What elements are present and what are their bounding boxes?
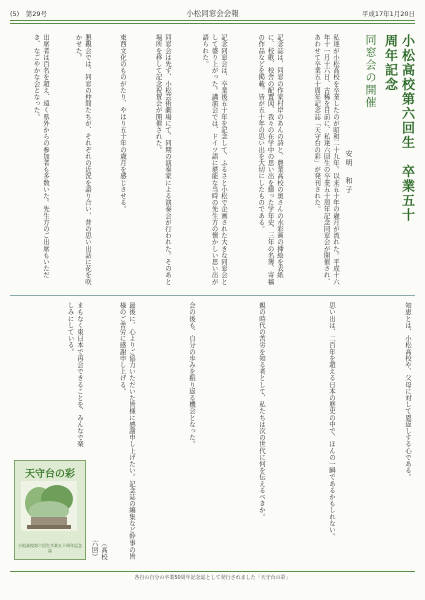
text-column: まもなく東日本で再会できることを、みんなで楽しみにしている。 — [66, 302, 84, 448]
text-column: 私達が小松高校を卒業したのが昭和二十九年。以来五十年の歳月が流れた。平成十六年十一月十六日、古稀を目前に、私達六回生の卒業五十周年記念同窓会が開催され、あわせて卒業五十周年記念誌「天守台の彩」が発刊された。 — [313, 34, 340, 285]
cover-caption: 小松高校第六回生卒業五十周年記念誌 — [18, 543, 82, 553]
page-header — [10, 7, 415, 21]
text-column: 思い出は、二百年を超える日本の歴史の中で、ほんの一瞬であるかもしれない。 — [328, 302, 336, 540]
section-divider — [10, 295, 415, 296]
newsletter-title: 小松同窓会会報 — [186, 9, 239, 18]
text-column: 同窓会は先ず、小松芸術劇場にて、同期の演奏家による演奏会が行われた。そのあと場所を移して記念祝賀会が開催された。 — [154, 34, 172, 285]
text-column: 会の後も、自分の歩みを振り返る機会となった。 — [188, 302, 196, 448]
page-number: (5) 第29号 — [10, 10, 47, 18]
memorial-book-cover-image — [14, 460, 86, 560]
text-column: 記念誌は、同窓の作家村岸のあんの詩と、農業高校の奥さんの水彩画の挿絵を表紙に、校歌、校舎の配置図、我々の在学中の思い出を綴った学年史、三年の名簿、寄稿の作品などを掲載。皆が五十年の思い出を大切にしたものである。 — [257, 34, 284, 285]
article-subtitle: 同窓会の開催 — [364, 34, 377, 109]
author-grade: （高校六回） — [90, 540, 108, 560]
text-column: 親の時代の苦労を知る者として、私たちは次の世代に何を伝えるべきか。 — [258, 302, 266, 520]
text-column: 最後に、心よりご協力いただいた皆様に感謝申し上げたい。記念誌の編集など幹事の皆様のご苦労に感謝申し上げる。 — [118, 302, 136, 560]
text-column: 出席者は百名を超え、遠く県外からの参加者も多数いた。先生方のご出席もいただき、なごやかな会となった。 — [32, 34, 50, 279]
text-column: 懇親会では、同窓の仲間たちが、それぞれの近況を語り合い、昔の思い出話に花を咲かせた。 — [74, 34, 92, 285]
footer-rule — [10, 571, 415, 572]
photo-footnote: 各自の自分の卒業50周年記念誌として発行されました「天守台の彩」 — [134, 575, 291, 581]
article-title: 小松高校第六回生 卒業五十周年記念 — [382, 34, 414, 223]
header-rule-thin — [10, 23, 415, 24]
article-title-block — [355, 34, 415, 224]
text-column: 知恵とは、小松高校や、父母に対して恩返しする心である。 — [404, 302, 412, 481]
header-rule — [10, 20, 415, 21]
text-column: 記念同窓会は、卒業後五十年を記念して、ふるさと小松で企画された大きな同窓会として盛り上がった。講演会では、ドイツ語に堪能な当時の先生方の懐かしい思い出が語られた。 — [201, 34, 228, 285]
castle-tree-illustration — [21, 481, 77, 531]
text-column: 東西文化のものがたり、やはり五十年の歳月を感じさせる。 — [119, 34, 127, 213]
cover-title: 天守台の彩 — [25, 469, 75, 480]
article-author: 安明 和子 — [345, 150, 353, 195]
issue-date: 平成17年1月20日 — [361, 10, 415, 18]
